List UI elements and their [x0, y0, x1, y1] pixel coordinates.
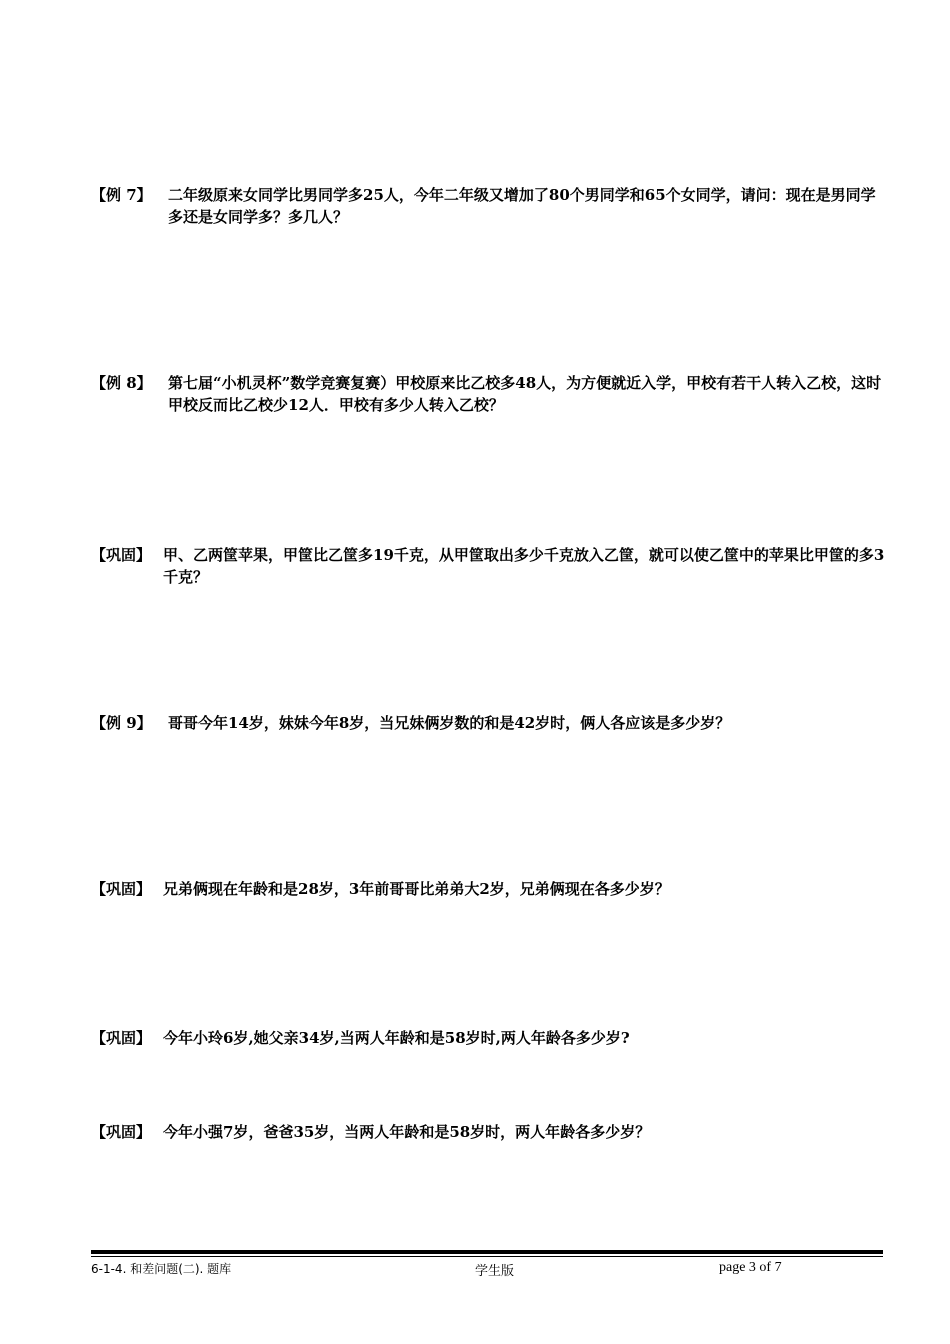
problem-example-7 — [91, 184, 886, 228]
problem-text: 哥哥今年14岁，妹妹今年8岁，当兄妹俩岁数的和是42岁时，俩人各应该是多少岁？ — [168, 714, 731, 732]
footer-page-number: page 3 of 7 — [719, 1260, 782, 1275]
problem-text: 甲、乙两筐苹果，甲筐比乙筐多19千克，从甲筐取出多少千克放入乙筐，就可以使乙筐中的苹果比甲筐的多3千克？ — [163, 546, 885, 586]
problem-text: 第七届“小机灵杯”数学竞赛复赛）甲校原来比乙校多48人，为方便就近入学，甲校有若干人转入乙校，这时甲校反而比乙校少12人．甲校有多少人转入乙校？ — [168, 374, 882, 414]
problem-text: 二年级原来女同学比男同学多25人，今年二年级又增加了80个男同学和65个女同学，请问：现在是男同学多还是女同学多？多几人？ — [168, 186, 876, 226]
footer-divider-thin — [91, 1256, 883, 1257]
problem-text: 兄弟俩现在年龄和是28岁，3年前哥哥比弟弟大2岁，兄弟俩现在各多少岁？ — [163, 880, 670, 898]
footer-document-title: 6-1-4. 和差问题(二). 题库 — [91, 1262, 232, 1276]
problem-tag: 【例 9】 — [91, 714, 152, 732]
problem-example-8 — [91, 372, 886, 416]
problem-tag: 【巩固】 — [91, 546, 152, 564]
footer-edition: 学生版 — [475, 1264, 515, 1279]
problem-tag: 【巩固】 — [91, 1123, 152, 1141]
problem-review-4 — [91, 1121, 886, 1143]
problem-review-3 — [91, 1027, 886, 1049]
footer-divider — [91, 1250, 883, 1254]
problem-review-2 — [91, 878, 886, 900]
problem-example-9 — [91, 712, 886, 734]
problem-tag: 【巩固】 — [91, 880, 152, 898]
problem-tag: 【例 8】 — [91, 374, 152, 392]
problem-text: 今年小强7岁，爸爸35岁，当两人年龄和是58岁时，两人年龄各多少岁？ — [163, 1123, 651, 1141]
problem-text: 今年小玲6岁,她父亲34岁,当两人年龄和是58岁时,两人年龄各多少岁? — [163, 1029, 630, 1047]
problem-tag: 【例 7】 — [91, 186, 152, 204]
problem-review-1 — [91, 544, 886, 588]
problem-tag: 【巩固】 — [91, 1029, 152, 1047]
